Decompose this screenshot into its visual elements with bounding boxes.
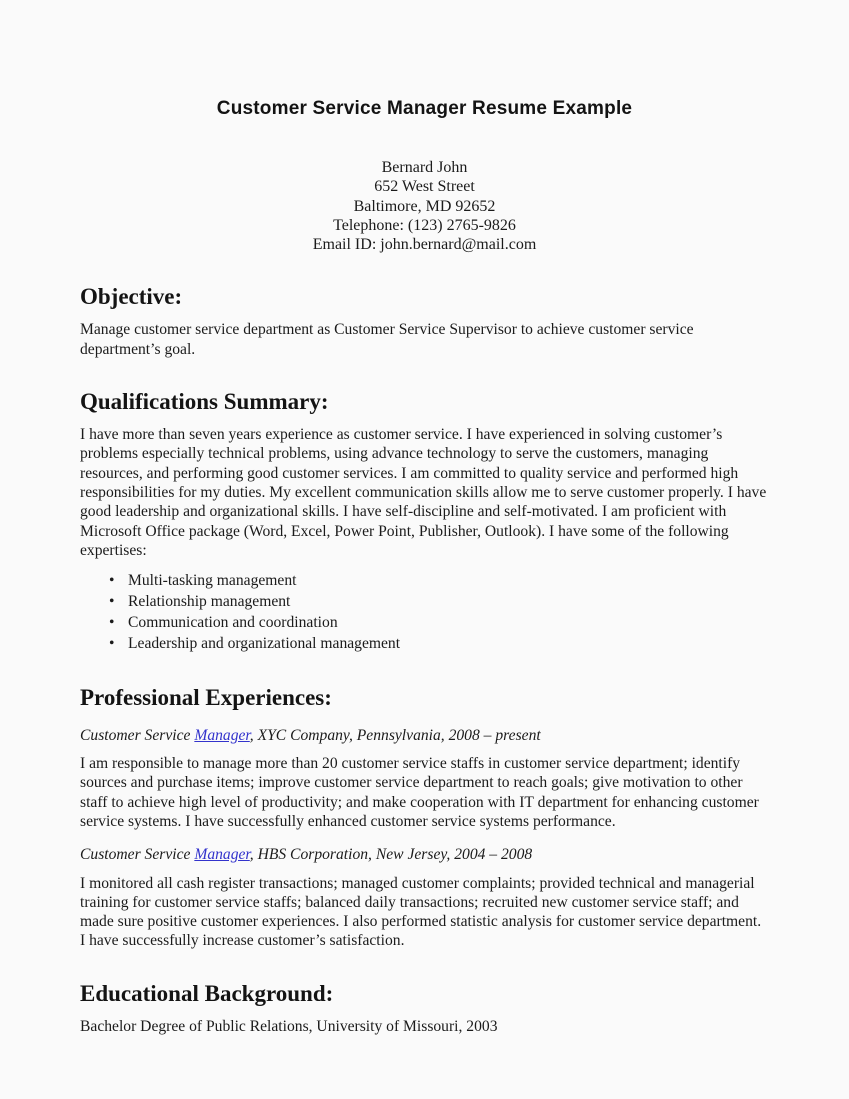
contact-telephone: Telephone: (123) 2765-9826 bbox=[333, 216, 516, 234]
job-description: I monitored all cash register transactions; managed customer complaints; provided technical and managerial training for customer service staffs; balanced daily transactions; recruited new customer service staff; and made sure positive customer experiences. I also performed statistic analysis for customer service department. I have successfully increase customer’s satisfaction. bbox=[80, 874, 762, 950]
job-title-prefix: Customer Service bbox=[80, 846, 195, 864]
experience-heading: Professional Experiences: bbox=[80, 684, 332, 710]
job-description: I am responsible to manage more than 20 customer service staffs in customer service department; identify sources and purchase items; improve customer service department to reach goals; give motivation to other staff to achieve high level of productivity; and make cooperation with IT department for enhancing customer service systems. I have successfully enhanced customer service systems performance. bbox=[80, 755, 759, 830]
section-qualifications bbox=[80, 388, 769, 655]
contact-name: Bernard John bbox=[381, 159, 468, 176]
qualifications-heading: Qualifications Summary: bbox=[80, 389, 329, 415]
bullet-item bbox=[80, 634, 769, 655]
contact-city-state-zip: Baltimore, MD 92652 bbox=[353, 197, 496, 215]
bullet-label: Relationship management bbox=[128, 593, 291, 611]
job-entry bbox=[80, 845, 769, 950]
section-experience bbox=[80, 684, 769, 951]
bullet-item bbox=[80, 592, 769, 613]
section-objective bbox=[80, 283, 769, 359]
education-heading: Educational Background: bbox=[80, 980, 334, 1006]
bullet-label: Multi-tasking management bbox=[128, 572, 297, 590]
bullet-label: Leadership and organizational management bbox=[128, 634, 401, 652]
job-title bbox=[80, 726, 769, 745]
job-title-manager-link[interactable]: Manager bbox=[194, 726, 250, 744]
objective-heading: Objective: bbox=[80, 284, 183, 310]
job-entry bbox=[80, 726, 769, 831]
section-education bbox=[80, 980, 769, 1036]
bullet-item bbox=[80, 571, 769, 592]
job-title-suffix: , HBS Corporation, New Jersey, 2004 – 2008 bbox=[249, 846, 533, 864]
bullet-label: Communication and coordination bbox=[128, 613, 338, 631]
bullet-item bbox=[80, 613, 769, 634]
education-text: Bachelor Degree of Public Relations, University of Missouri, 2003 bbox=[80, 1017, 498, 1035]
job-title-suffix: , XYC Company, Pennsylvania, 2008 – present bbox=[249, 726, 541, 744]
page-title: Customer Service Manager Resume Example bbox=[216, 98, 633, 119]
qualifications-bullet-list bbox=[80, 571, 769, 655]
contact-email: Email ID: john.bernard@mail.com bbox=[312, 236, 537, 254]
qualifications-text: I have more than seven years experience as customer service. I have experienced in solving customer’s problems especially technical problems, using advance technology to serve the customers, managing resources, and performing good customer services. I am committed to quality service and performed high responsibilities for my duties. My excellent communication skills allow me to serve customer properly. I have good leadership and organizational skills. I have self-discipline and self-motivated. I am proficient with Microsoft Office package (Word, Excel, Power Point, Publisher, Outlook). I have some of the following expertises: bbox=[80, 426, 767, 559]
contact-block bbox=[80, 158, 769, 254]
job-title-manager-link[interactable]: Manager bbox=[194, 846, 250, 864]
contact-street: 652 West Street bbox=[374, 178, 475, 196]
objective-text: Manage customer service department as Customer Service Supervisor to achieve customer service department’s goal. bbox=[80, 321, 694, 358]
job-title-prefix: Customer Service bbox=[80, 726, 195, 744]
job-title bbox=[80, 845, 769, 864]
